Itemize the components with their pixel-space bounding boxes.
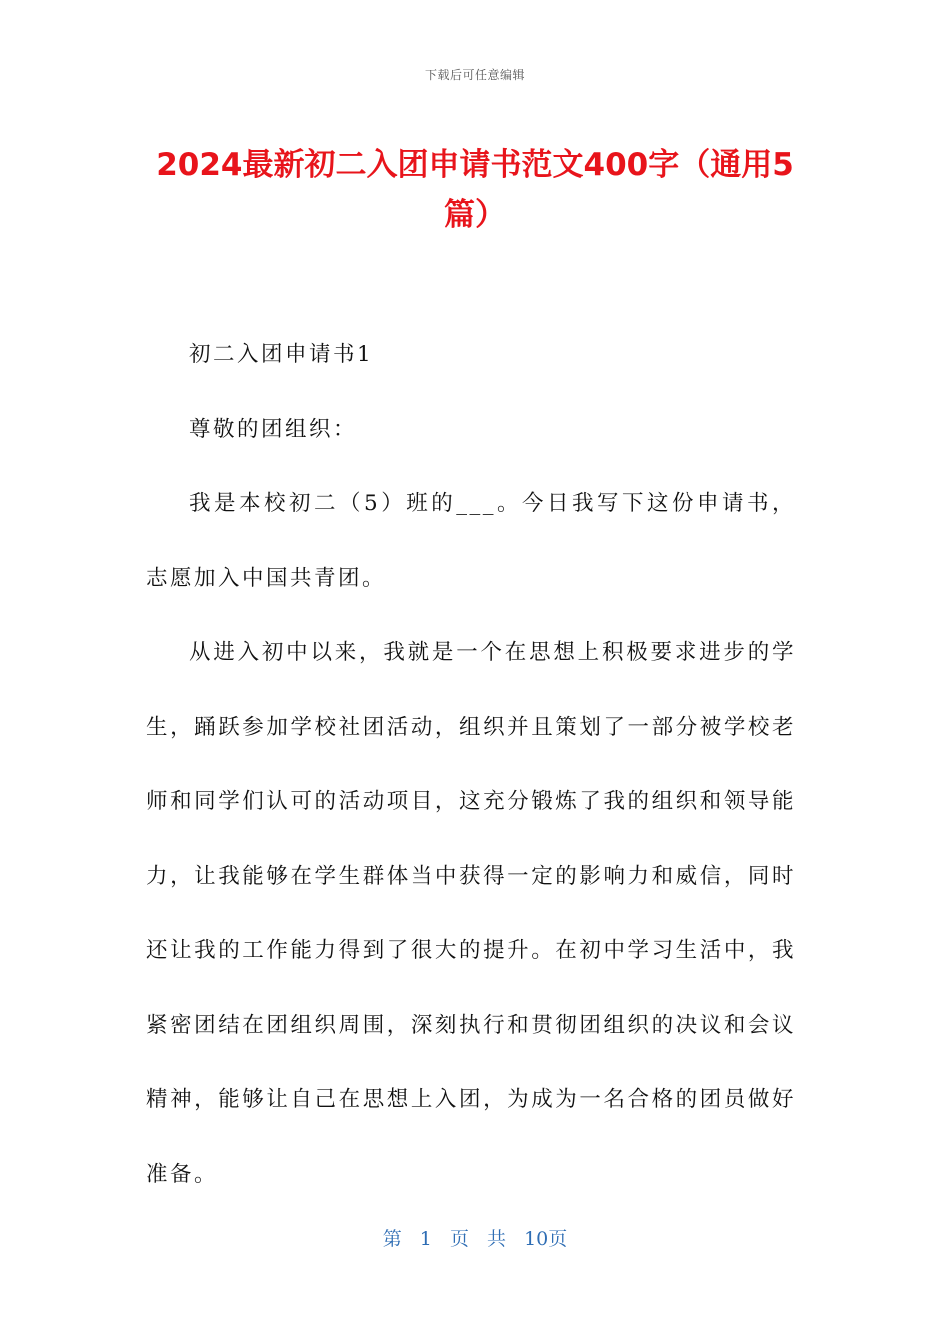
- document-title: 2024最新初二入团申请书范文400字（通用5篇）: [156, 147, 794, 233]
- footer-current-page: 1: [419, 1228, 432, 1250]
- body-paragraph: 我是本校初二（5）班的___。今日我写下这份申请书，志愿加入中国共青团。: [146, 491, 796, 591]
- footer-mid: 页: [449, 1228, 469, 1250]
- section-heading: 初二入团申请书1: [189, 342, 374, 367]
- header-note: 下载后可任意编辑: [424, 68, 525, 82]
- footer-prefix: 第: [382, 1228, 402, 1250]
- body-paragraph: 从进入初中以来，我就是一个在思想上积极要求进步的学生，踊跃参加学校社团活动，组织并且策划了一部分被学校老师和同学们认可的活动项目，这充分锻炼了我的组织和领导能力，让我能够在学生群体当中获得一定的影响力和威信，同时还让我的工作能力得到了很大的提升。在初中学习生活中，我紧密团结在团组织周围，深刻执行和贯彻团组织的决议和会议精神，能够让自己在思想上入团，为成为一名合格的团员做好准备。: [146, 640, 796, 1187]
- salutation: 尊敬的团组织：: [189, 416, 358, 442]
- document-body: [146, 318, 796, 1212]
- footer-total-prefix: 共: [487, 1228, 507, 1250]
- footer-total-pages: 10页: [524, 1228, 568, 1250]
- page-number-footer: [0, 1224, 950, 1251]
